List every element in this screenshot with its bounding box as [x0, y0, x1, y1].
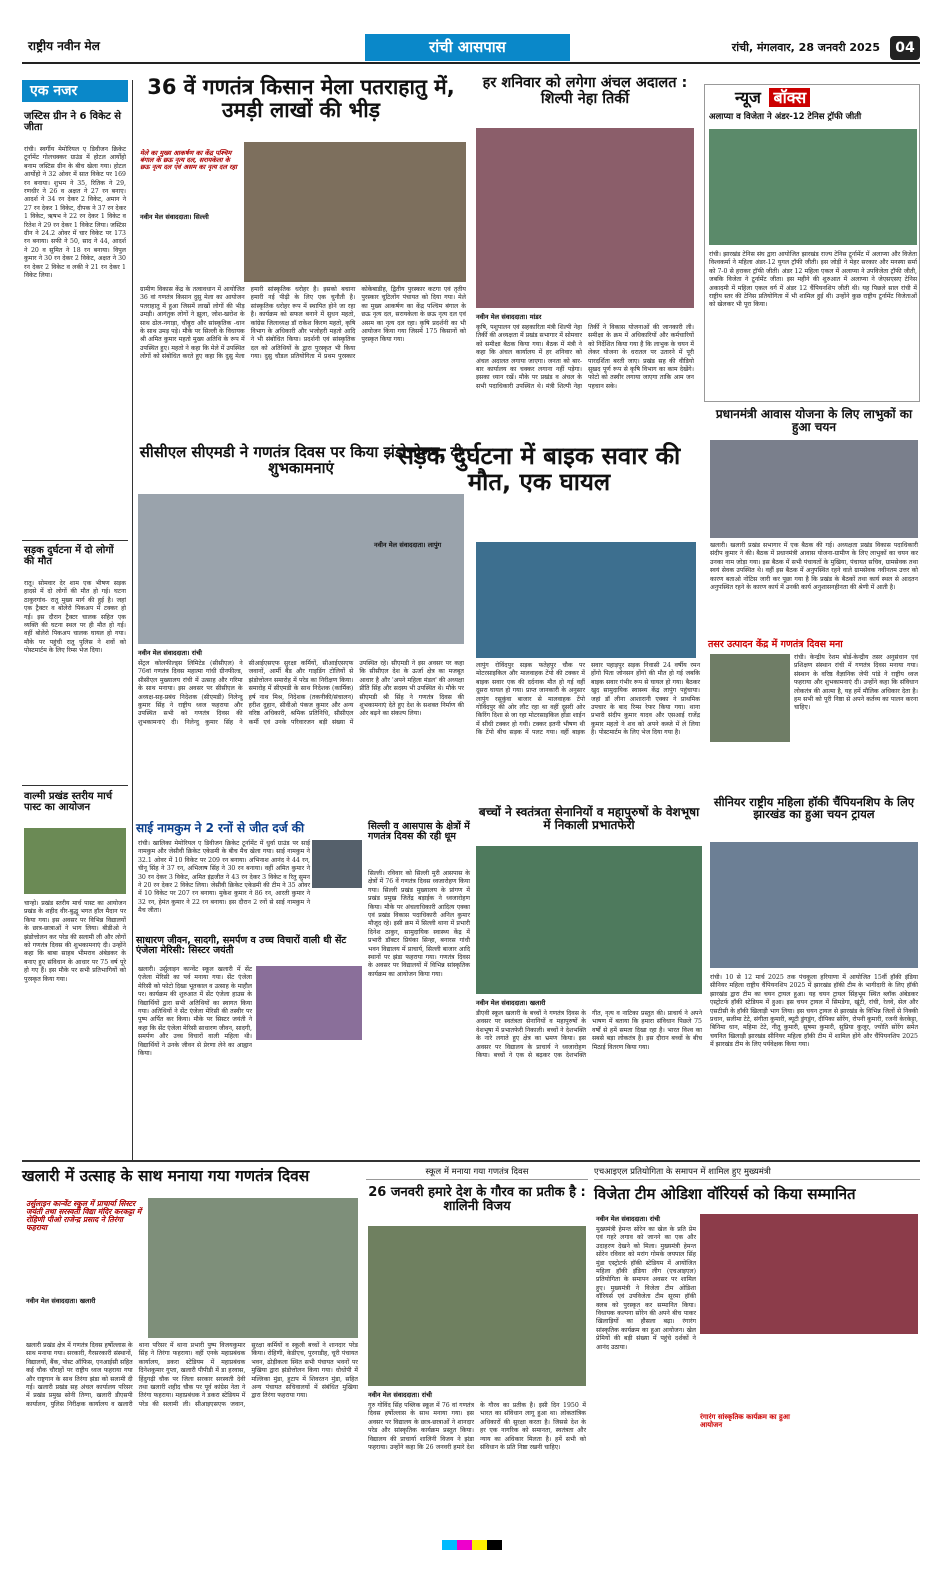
khalari-headline: खलारी में उत्साह के साथ मनाया गया गणतंत्र दिवस: [22, 1167, 310, 1185]
khalari-story: [22, 1164, 360, 1538]
news-box-label-a: न्यूज: [735, 88, 761, 107]
ek-nazar-column: [22, 80, 128, 1160]
bachche-headline: बच्चों ने स्वतंत्रता सेनानियों व महापुरुषों के वेशभूषा में निकाली प्रभातफेरी: [478, 805, 700, 832]
hockey-award-subhead: रंगारंग सांस्कृतिक कार्यक्रम का हुआ आयोजन: [700, 1413, 790, 1429]
ek-nazar-story3-body: चान्हो। प्रखंड स्तरीय मार्च पास्ट का आयोजन प्रखंड के शहीद वीर-बुद्धू भगत हॉल मैदान पर किया गया। इस अवसर पर विभिन्न विद्यालयों के छात्र-छात्राओं ने भाग लिया। बीडीओ ने झंडोत्तोलन कर परेड की सलामी ली और लोगों को गणतंत्र दिवस की शुभकामनाएं दी। उन्होंने कहा कि बाबा साहब भीमराव अंबेडकर के बनाए हुए संविधान के आधार पर 75 वर्ष पूरे हो गए हैं। इस मौके पर सभी प्रतिभागियों को पुरस्कृत किया गया।: [24, 900, 126, 983]
anchal-adalat-dateline: नवीन मेल संवाददाता। मांडर: [476, 313, 542, 321]
divider: [22, 540, 128, 541]
shalini-photo: [368, 1226, 586, 1386]
sister-body: खलारी। उर्सुलाइन कान्वेंट स्कूल खलारी में सेंट एंजेला मेरिसी का पर्व मनाया गया। सेंट एंजेला मेरिसी को फोटो दिखा भूतकाल व उत्साह के माहौल पर। कार्यक्रम की शुरुआत में सेंट एंजेला हाउस के विद्यार्थियों द्वारा सभी अतिथियों का स्वागत किया गया। अतिथियों ने सेंट एंजेला मेरिसी की तस्वीर पर पुष्प अर्पित कर किया। मौके पर सिस्टर जयंती ने कहा कि सेंट एंजेला मेरिसी साधारण जीवन, सादगी, समर्पण और उच्च विचारों वाली महिला थी। विद्यार्थियों ने उनके जीवन से प्रेरणा लेने का आह्वान किया।: [138, 966, 252, 1058]
anchal-adalat-photo: [476, 128, 694, 308]
tasar-photo: [710, 654, 790, 742]
sai-headline: साई नामकुम ने 2 रनों से जीत दर्ज की: [136, 821, 305, 835]
hockey-award-body: मुख्यमंत्री हेमन्त सोरेन का खेल के प्रति प्रेम एवं गहरे लगाव को जानने का एक और उदाहरण देखने को मिला। मुख्यमंत्री हेमन्त सोरेन रविवार को मरांग गोमके जयपाल सिंह मुंडा एस्ट्रोटर्फ हॉकी स्टेडियम में आयोजित महिला हॉकी इंडिया लीग (एचआइएल) प्रतियोगिता के समापन अवसर पर शामिल हुए। मुख्यमंत्री ने विजेता टीम ओडिशा वॉरियर्स एवं उपविजेता टीम सूरमा हॉकी क्लब को पुरस्कृत कर सम्मानित किया। विधायक कल्पना सोरेन की अपने बीच पाकर खिलाड़ियों का हौसला बढ़ा। रंगारंग सांस्कृतिक कार्यक्रम का हुआ आयोजन। खेल प्रेमियों की बड़ी संख्या में पहुंचे दर्शकों ने आनंद उठाया।: [596, 1226, 696, 1351]
khalari-caption: उर्सुलाइन कान्वेंट स्कूल में प्राचार्या सिस्टर जयंती तथा सरस्वती विद्या मंदिर करकट्टा में रोहिणी पीओ राजेन्द्र प्रसाद ने तिरंगा फहराया: [26, 1199, 142, 1233]
news-box-label: [735, 89, 810, 106]
ccl-dateline: नवीन मेल संवाददाता। रांची: [138, 649, 202, 657]
pm-awas-photo: [710, 440, 918, 538]
hockey-award-headline: विजेता टीम ओडिशा वॉरियर्स को किया सम्मानित: [594, 1185, 856, 1203]
kisan-mela-body: ग्रामीण विकास केंद्र के तत्वावधान में आयोजित 36 वां गणतंत्र किसान दुसु मेला का आयोजन पतराहातु में हुआ जिसमें लाखों लोगों की भीड़ उमड़ी। आगंतुक लोगों ने झूला, जोश-खरोश के साथ ढोल-नगाड़ा, चौबुरा और सांस्कृतिक -धान के साथ उमड़ पड़े। मौके पर सिल्ली के विधायक श्री अमित कुमार महतो मुख्य अतिथि के रूप में उपस्थित हुए। महतो ने कहा कि मेले में उपस्थित लोगों को संबोधित करते हुए कहा कि दुसु मेला हमारी सांस्कृतिक धरोहर है। इसको बचाना हमारी नई पीढ़ी के लिए एक चुनौती है। सांस्कृतिक धरोहर रूप में स्थापित होने जा रहा है। कार्यक्रम को सफल बनाने में सुधन महतो, कांग्रेस जिलाध्यक्ष डॉ राकेश किरण महतो, कृषि विभाग के अधिकारी और भजोहरी महतो आदि ने भी संबोधित किया। प्रदर्शनी एवं सांस्कृतिक दल को अतिथियों के द्वारा पुरस्कृत भी किया गया। दुसु चौडल प्रतियोगिता में प्रथम पुरस्कार कोकेबाडीह, द्वितीय पुरस्कार कटगा एवं तृतीय पुरस्कार चुटिलोंग पंचायत को दिया गया। मेले का मुख्य आकर्षण का केंद्र पश्चिम बंगाल के छऊ नृत्य दल, सरायकेला के छऊ नृत्य दल एवं असम का नृत्य दल रहा। कृषि प्रदर्शनी का भी आयोजन किया गया जिसमें 175 किसानों को पुरस्कृत किया गया।: [140, 286, 466, 361]
sai-player-photo: [312, 840, 362, 888]
silli-story: [368, 822, 470, 1156]
kisan-mela-story: [136, 72, 466, 442]
bachche-dateline: नवीन मेल संवाददाता। खलारी: [476, 999, 546, 1007]
accident-dateline: नवीन मेल संवाददाता। लापुंग: [374, 541, 442, 549]
column-rule: [132, 80, 133, 1160]
bachche-story: [474, 806, 704, 1156]
sai-body: रांची। खालिका मेमोरियल ए डिवीजन क्रिकेट टूर्नामेंट में धुर्वा ग्राउंड पर साई नामकुम और जेसीवी क्रिकेट एकेडमी के बीच मैच खेला गया। साई नामकुम ने 32.1 ओवर में 10 विकेट पर 209 रन बनाया। अभिनाश आनंद ने 44 रन, चीनू सिंह ने 37 रन, अभिलाष सिंह ने 30 रन बनाया। वहीं अमित कुमार ने 30 रन देकर 3 विकेट, अमित इंद्रजीत ने 43 रन देकर 3 विकेट व रितु सुमन ने 20 रन देकर 2 विकेट लिया। जेसीवी क्रिकेट एकेडमी की टीम ने 35 ओवर में 10 विकेट पर 207 रन बनाया। मुकेश कुमार ने 86 रन, आरती कुमार ने 32 रन, हेमंत कुमार ने 22 रन बनाया। इस दौरान 2 रनों से साई नामकुम ने मैच जीता।: [138, 840, 310, 915]
edition-date: रांची, मंगलवार, 28 जनवरी 2025: [731, 41, 880, 54]
ek-nazar-label: एक नजर: [22, 80, 128, 102]
ccl-photo: [138, 494, 464, 644]
bachche-body: डीएवी स्कूल खलारी के बच्चों ने गणतंत्र दिवस के अवसर पर स्वतंत्रता सेनानियों व महापुरुषों के वेशभूषा में प्रभातफेरी निकाली। बच्चों ने देशभक्ति के नारे लगाते हुए क्षेत्र का भ्रमण किया। इस अवसर पर विद्यालय के प्राचार्य ने ध्वजारोहण किया। बच्चों ने एक से बढ़कर एक देशभक्ति गीत, नृत्य व नाटिका प्रस्तुत की। प्राचार्य ने अपने भाषण में बताया कि हमारा संविधान पिछले 75 वर्षों से हमें समता दिखा रहा है। भारत विश्व का सबसे बड़ा लोकतंत्र है। इस दौरान बच्चों के बीच मिठाई वितरण किया गया।: [476, 1010, 702, 1060]
kisan-mela-dateline: नवीन मेल संवाददाता। सिल्ली: [140, 213, 209, 221]
anchal-adalat-story: [474, 72, 696, 442]
page-number: 04: [890, 36, 920, 60]
khalari-dateline: नवीन मेल संवाददाता। खलारी: [26, 1297, 96, 1305]
pm-awas-story: [708, 408, 920, 638]
shalini-story: [366, 1164, 588, 1538]
news-box-label-b: बॉक्स: [769, 88, 810, 107]
hockey-trial-photo: [710, 842, 918, 968]
news-box-headline: अलाप्या व विजेता ने अंडर-12 टेनिस ट्रॉफी जीती: [709, 112, 862, 122]
pm-awas-headline: प्रधानमंत्री आवास योजना के लिए लाभुकों का हुआ चयन: [715, 407, 913, 434]
ek-nazar-story1-headline: जस्टिस ग्रीन ने 6 विकेट से जीता: [24, 111, 122, 133]
hockey-award-dateline: नवीन मेल संवाददाता। रांची: [596, 1215, 660, 1223]
ccl-story: [136, 444, 466, 820]
ek-nazar-story2-body: रातू। सोमवार देर शाम एक भीषण सड़क हादसे में दो लोगों की मौत हो गई। घटना ठाकुरगांव- रातू मुख्य मार्ग की हुई है। जहां एक ट्रैक्टर व बोलेरो पिकअप में टक्कर हो गई। इस दौरान ट्रैक्टर चालक सहित एक व्यक्ति की घटना स्थल पर ही मौत हो गई। वहीं बोलेरो पिकअप चालक घायल हो गया। मौके पर पहुंची रातू पुलिस ने शवों को पोस्टमार्टम के लिए रिम्स भेज दिया।: [24, 580, 126, 655]
silli-body: सिल्ली। रविवार को सिल्ली मुरी आसपास के क्षेत्रों में 76 वें गणतंत्र दिवस ध्वजारोहण किया गया। सिल्ली प्रखंड मुख्यालय के प्रांगण में प्रखंड प्रमुख जितेंद्र बड़ाईक ने ध्वजारोहण किया। मौके पर अंचलाधिकारी आदित्य एक्का एवं प्रखंड विकास पदाधिकारी अनिल कुमार मौजूद रहे। इसी क्रम में सिल्ली थाना में प्रभारी दिनेश ठाकुर, सामुदायिक स्वास्थ्य केंद्र में प्रभारी डॉक्टर प्रियंका सिन्हा, बनारस गांधी भवन विद्यालय में प्राचार्य, सिल्ली बाजार आदि स्थानों पर झंडा फहराया गया। गणतंत्र दिवस के अवसर पर विद्यालयों में विभिन्न सांस्कृतिक कार्यक्रम का आयोजन किया गया।: [368, 870, 470, 978]
hockey-award-story: [594, 1164, 920, 1538]
paper-name: राष्ट्रीय नवीन मेल: [28, 39, 100, 53]
section-rule: [22, 1160, 920, 1162]
hockey-award-photo: [700, 1214, 918, 1334]
pm-awas-body: खलारी। खलारी प्रखंड सभागार में एक बैठक की गई। अध्यक्षता प्रखंड विकास पदाधिकारी संदीप कुमार ने की। बैठक में प्रधानमंत्री आवास योजना-ग्रामीण के लिए लाभुकों का चयन कर उनका नाम जोड़ा गया। इस बैठक में सभी पंचायतों के मुखिया, पंचायत सचिव, ग्रामसेवक तथा स्वयं सेवक उपस्थित थे। वहीं इस बैठक में अनुपस्थित रहने वाले ग्रामसेवक नवीनतम उत्तर को कारण बताओ नोटिस जारी कर पूछा गया है कि प्रखंड के बैठकों तथा कार्य स्थल से आदतन अनुपस्थित रहने के कारण कार्य में उनकी कार्य अनुशासनहीनता की श्रेणी में आती है।: [710, 542, 918, 592]
tasar-body: रांची। केन्द्रीय रेशम बोर्ड-केन्द्रीय तसर अनुसंधान एवं प्रशिक्षण संस्थान रांची में गणतंत्र दिवस मनाया गया। संस्थान के वरिष्ठ वैज्ञानिक जेपी पांडे ने राष्ट्रीय ध्वज फहराया और शुभकामनाएं दी। उन्होंने कहा कि संविधान लोकतंत्र की आत्मा है, यह हमें मौलिक अधिकार देता है। हम सभी को पूरी निष्ठा से अपने कर्तव्य का पालन करना चाहिए।: [794, 654, 918, 712]
accident-headline: सड़क दुर्घटना में बाइक सवार की मौत, एक घायल: [397, 442, 681, 496]
ek-nazar-story1-body: रांची। स्वर्गीय मेमोरियल ए डिवीजन क्रिकेट टूर्नामेंट गोलचक्कर ग्राउंड में होटल आर्योहो बनाम जस्टिस ग्रीन के बीच खेला गया। होटल आर्योहो ने 32 ओवर में सात विकेट पर 169 रन बनाया। शुभम ने 35, रितिक ने 29, रणधीर ने 26 व अक्षत ने 27 रन बनाए। आदर्श ने 34 रन देकर 2 विकेट, अमान ने 27 रन देकर 1 विकेट, दीपक ने 37 रन देकर 1 विकेट, ऋषभ ने 22 रन देकर 1 विकेट व रितेश ने 29 रन देकर 1 विकेट लिया। जस्टिस ग्रीन ने 24.2 ओवर में चार विकेट पर 173 रन बनाया। सफी ने 50, साद ने 44, आदर्श ने 20 व सुमित ने 18 रन बनाया। विपुल कुमार ने 30 रन देकर 2 विकेट, अक्षत ने 30 रन देकर 2 विकेट व लकी ने 21 रन देकर 1 विकेट लिया।: [24, 146, 126, 280]
sister-photo: [256, 966, 362, 1040]
sister-headline: साधारण जीवन, सादगी, समर्पण व उच्च विचारों वाली थी सेंट एंजेला मेरिसी: सिस्टर जयंती: [136, 935, 347, 957]
masthead: [22, 34, 920, 64]
tasar-story: [708, 640, 920, 790]
ek-nazar-story2-headline: सड़क दुर्घटना में दो लोगों की मौत: [24, 545, 114, 567]
hockey-trial-story: [708, 792, 920, 1156]
news-box-body: रांची। झारखंड टेनिस संघ द्वारा आयोजित झारखंड राज्य टेनिस टूर्नामेंट में अलाप्या और विजेता विश्वकर्मा ने महिला अंडर-12 युगल ट्रॉफी जीती। इस जोड़ी ने मेहर सरकार और मनस्या सर्मा को 7-0 से हराकर ट्रॉफी जीती। अंडर 12 महिला एकल में अलाप्या ने उपविजेता ट्रॉफी जीती, जबकि विजेता ने टूर्नामेंट जीता। इस महीने की शुरुआत में अलाप्या ने जेएसएसए टेनिस अकादमी में महिला एकल वर्ग में अंडर 12 चैंपियनशिप जीती थी। यह पिछले साल रांची में राष्ट्रीय स्तर की टेनिस प्रतियोगिता में भी शामिल हुई थी। उन्होंने कुछ राष्ट्रीय टूर्नामेंट विजेताओं को खेलकर भी पूरा किया।: [709, 251, 917, 309]
march-past-photo: [24, 828, 126, 894]
silli-headline: सिल्ली व आसपास के क्षेत्रों में गणतंत्र दिवस की रही धूम: [368, 821, 470, 843]
tasar-headline: तसर उत्पादन केंद्र में गणतंत्र दिवस मना: [708, 639, 843, 650]
sister-story: [136, 936, 364, 1156]
ek-nazar-story3-headline: वाल्मी प्रखंड स्तरीय मार्च पास्ट का आयोजन: [24, 791, 113, 813]
shalini-dateline: नवीन मेल संवाददाता। रांची: [368, 1391, 432, 1399]
footer-color-bar: [22, 1540, 920, 1550]
khalari-body: खलारी प्रखंड क्षेत्र में गणतंत्र दिवस हर्षोल्लास के साथ मनाया गया। सरकारी, गैरसरकारी संस्थानों, विद्यालयों, बैंक, पोस्ट ऑफिस, एनआईसी सहित कई चौक चौराहों पर राष्ट्रीय ध्वज फहराया गया और राष्ट्रगान के साथ तिरंगा झंडा को सलामी दी गई। खलारी प्रखंड सह अंचल कार्यालय परिसर में प्रखंड प्रमुख सोनी तिग्गा, खलारी डीएसपी कार्यालय, पुलिस निरीक्षक कार्यालय व खलारी थाना परिसर में थाना प्रभारी पुष्प विजयकुमार सिंह ने तिरंगा फहराया। वहीं एनके महाप्रबंधक कार्यालय, डकरा स्टेडियम में महाप्रबंधक दिनेशकुमार गुप्ता, खलारी पीपीडी में डा हरवास, हिंदुगढ़ी चौक पर जिला सरकार सरस्वती देवी तथा खलारी शहीद चौक पर पूर्व कांग्रेस नेता ने तिरंगा फहराया। महाप्रबंधक ने डकरा स्टेडियम में परेड की सलामी ली। सीआइएसएफ जवान, सुरक्षा कर्मियों व स्कूली बच्चों ने शानदार परेड किया। रोहिणी, केडीएच, पुरनाडीह, चूरी पंचायत भवन, ढोड़ीकला स्थित सभी पंचायत भवनों पर मुखिया द्वारा झंडोत्तोलन किया गया। धोधोपी में मल्लिका मुंडा, हुटाप में शिवरतन मुंडा, सहित अन्य पंचायत सचिवालयों में संबंधित मुखिया द्वारा तिरंगा फहराया गया।: [26, 1342, 358, 1408]
news-box: [704, 84, 920, 402]
divider: [22, 785, 128, 786]
tennis-photo: [709, 129, 917, 245]
shalini-headline: 26 जनवरी हमारे देश के गौरव का प्रतीक है : शालिनी विजय: [368, 1185, 586, 1215]
hockey-trial-body: रांची। 10 से 12 मार्च 2025 तक पंचकूला हरियाणा में आयोजित 15वीं हॉकी इंडिया सीनियर महिला राष्ट्रीय चैंपियनशिप 2025 में झारखंड हॉकी टीम के भागीदारी के लिए हॉकी झारखंड द्वारा टीम का चयन ट्रायल हुआ। यह चयन ट्रायल सिंहभूम स्थित ब्लॉक अंबेडकर एस्ट्रोटर्फ हॉकी स्टेडियम में हुआ। इस चयन ट्रायल में सिमडेगा, खूंटी, रांची, रेलवे, सेल और एसटीसी के हॉकी खिलाड़ी भाग लिया। इस चयन ट्रायल से झारखंड के विभिन्न जिलों से निक्की प्रधान, सलीमा टेटे, संगीता कुमारी, ब्यूटी डुंगडुंग, दीपिका सोरेंग, रोपनी कुमारी, रजनी केरकेट्टा, बिनिमा धान, महिमा टेटे, नीतू कुमारी, सुषमा कुमारी, सुप्रिया कुजूर, ज्योति सोरेंग समेत चयनित खिलाड़ी झारखंड सीनियर महिला हॉकी टीम में शामिल होंगे और चैंपियनशिप 2025 में झारखंड टीम के लिए पर्यवेक्षक किया गया।: [710, 974, 918, 1049]
kisan-mela-headline: 36 वें गणतंत्र किसान मेला पतराहातु में, उमड़ी लाखों की भीड़: [147, 75, 455, 122]
bachche-photo: [476, 846, 702, 994]
anchal-adalat-body: कृषि, पशुपालन एवं सहकारिता मंत्री शिल्पी नेहा तिर्की की अध्यक्षता में प्रखंड सभागार में सोमवार को समीक्षा बैठक किया गया। बैठक में मंत्री ने कहा कि अंचल कार्यालय में हर शनिवार को अंचल अदालत लगाया जाएगा। जनता को बार-बार कार्यालय का चक्कर लगाना नहीं पड़ेगा। इसका ध्यान रखें। मौके पर प्रखंड व अंचल के सभी पदाधिकारी उपस्थित थे। मंत्री शिल्पी नेहा तिर्की ने विकास योजनाओं की जानकारी ली। समीक्षा के क्रम में अधिकारियों और कर्मचारियों को निर्देशित किया गया है कि लाभुक के चयन में लेकर योजना के धरातल पर उतारने में पूरी पारदर्शिता बरती जाए। प्रखंड सह की वीडियो सुखद पूर्ण रूप से कृषि विभाग का काम देखेंगे। फोटो को तस्वीर लगाया जाएगा ताकि आम जन पहचान सके।: [476, 324, 694, 390]
accident-body: लापुंग रोविंदपुर सड़क फतेहपुर चौक पर मोटरसाइकिल और मालवाहक टेंपो की टक्कर में बाइक सवार एक की दर्दनाक मौत हो गई वहीं दूसरा घायल हो गया। प्राप्त जानकारी के अनुसार लापुंग रसुकुंवा बाजार से मालवाहक टेंपो गोविंदपुर की ओर लौट रहा था वहीं दूसरी ओर किरिंग दिशा से जा रहा मोटरसाइकिल होंडा शाईन में सीधी टक्कर हो गयी। टक्कर इतनी भीषण थी कि टेंपो बीच सड़क में पलट गया। वहीं बाइक सवार पहाड़पुर सड़क निवासी 24 वर्षीय रमन होंगो पिता जोनसन होंगो की मौत हो गई जबकि बाइक सवार गंभीर रूप से घायल हो गया। बैठकर खुद सामुदायिक स्वास्थ्य केंद्र लापुंग पहुंचाया। जहां डॉ लीना आशारानी एक्का ने प्राथमिक उपचार के बाद रिम्स रेफर किया गया। थाना प्रभारी संदीप कुमार यादव और एसआई राजेंद्र कुमार महतो ने शव को अपने कब्जे में ले लिया है। पोस्टमार्टम के लिए भेज दिया गया है।: [476, 662, 700, 737]
sai-story: [136, 822, 364, 934]
accident-story: [374, 442, 704, 804]
hockey-award-kicker: एचआइएल प्रतियोगिता के समापन में शामिल हुए मुख्यमंत्री: [594, 1168, 920, 1180]
ccl-headline: सीसीएल सीएमडी ने गणतंत्र दिवस पर किया झंडोत्तोलन, दी शुभकामनाएं: [139, 443, 463, 478]
shalini-kicker: स्कूल में मनाया गया गणतंत्र दिवस: [366, 1168, 588, 1180]
hockey-trial-headline: सीनियर राष्ट्रीय महिला हॉकी चैंपियनशिप के लिए झारखंड का हुआ चयन ट्रायल: [713, 795, 915, 822]
ccl-body: सेंट्रल कोलफील्ड्स लिमिटेड (सीसीएल) ने 76वां गणतंत्र दिवस महात्मा गांधी ग्रीनफील्ड, सीसीएल मुख्यालय रांची में उत्साह और गरिमा के साथ मनाया। इस अवसर पर सीसीएल के अध्यक्ष-सह-प्रबंध निदेशक (सीएमडी) निलेन्दु कुमार सिंह ने राष्ट्रीय ध्वज फहराया और उपस्थित सभी को गणतंत्र दिवस की शुभकामनाएं दी। निलेन्दु कुमार सिंह ने सीआईएसएफ सुरक्षा कर्मियों, सीआईएसएफ जवानों, आर्मी बैंड और गाइडिंग टोलियों से झंडोत्तोलन समारोह में परेड का निरीक्षण किया। समारोह में सीएमडी के साथ निदेशक (कार्मिक) हर्ष नाथ मिश्र, निदेशक (तकनीकी/संचालन) हरीश दुहान, सीवीओ पंकज कुमार और अन्य वरिष्ठ अधिकारी, श्रमिक प्रतिनिधि, सीसीएल कर्मी एवं उनके परिवारजन बड़ी संख्या में उपस्थित रहे। सीएमडी ने इस अवसर पर कहा कि सीसीएल देश के ऊर्जा क्षेत्र का मजबूत आधार है और 'अपने महिला मंडल' की अध्यक्षा प्रीति सिंह और सदस्य भी उपस्थित थे। मौके पर सीएमडी श्री सिंह ने गणतंत्र दिवस की शुभकामनाएं देते हुए देश के सशक्त निर्माण की ओर बढ़ने का संकल्प लिया।: [138, 660, 464, 726]
cmyk-marks: [442, 1540, 502, 1550]
kisan-mela-caption: मेले का मुख्य आकर्षण का केंद्र पश्चिम बंगाल के छऊ नृत्य दल, सरायकेला के छऊ नृत्य दल एवं असम का नृत्य दल रहा: [140, 149, 237, 172]
section-title: रांची आसपास: [365, 34, 570, 61]
accident-photo: [476, 542, 696, 658]
anchal-adalat-headline: हर शनिवार को लगेगा अंचल अदालत : शिल्पी नेहा तिर्की: [482, 75, 688, 107]
shalini-body: गुरु गोविंद सिंह पब्लिक स्कूल में 76 वां गणतंत्र दिवस हर्षोल्लास के साथ मनाया गया। इस अवसर पर विद्यालय के छात्र-छात्राओं ने शानदार परेड और सांस्कृतिक कार्यक्रम प्रस्तुत किया। विद्यालय की प्राचार्या शालिनी विजय ने झंडा फहराया। उन्होंने कहा कि 26 जनवरी हमारे देश के गौरव का प्रतीक है। इसी दिन 1950 में भारत का संविधान लागू हुआ था। लोकतांत्रिक अधिकारों की सुरक्षा करता है। जिससे देश के हर एक नागरिक को समानता, स्वतंत्रता और न्याय का अधिकार मिलता है। हमें सभी को संविधान के प्रति निष्ठा रखनी चाहिए।: [368, 1402, 586, 1452]
